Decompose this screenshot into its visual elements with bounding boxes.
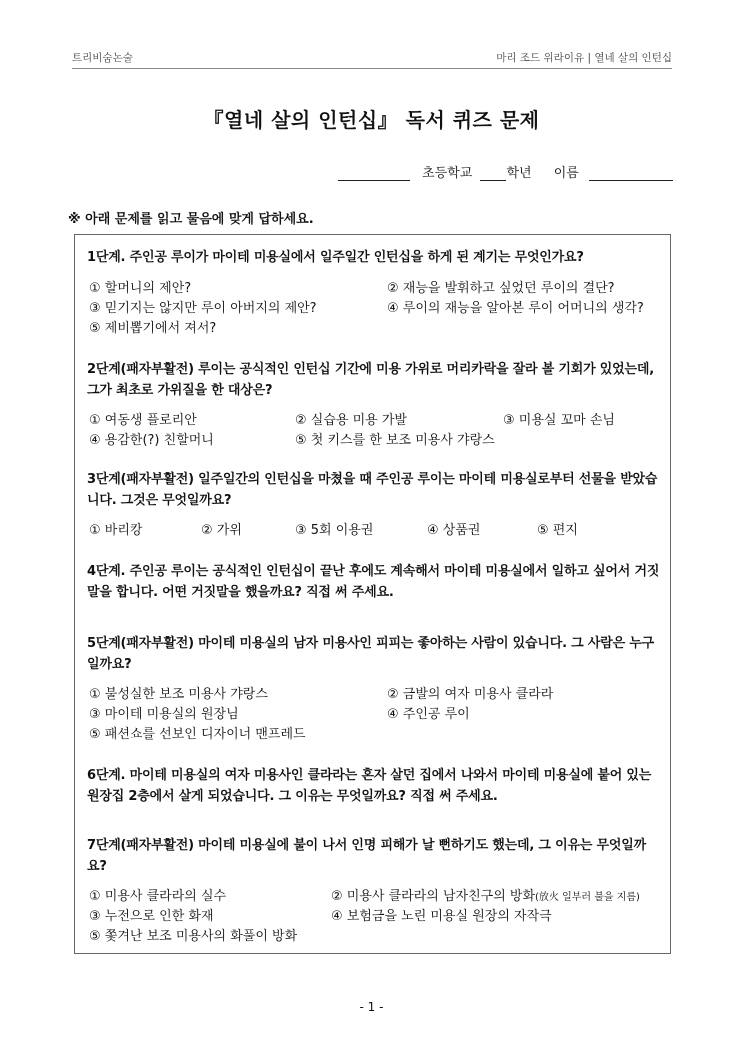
q1-option-1[interactable]: ① 할머니의 제안? <box>89 281 192 296</box>
q2-option-2[interactable]: ② 실습용 미용 가발 <box>295 413 407 428</box>
q7-option-4[interactable]: ④ 보험금을 노린 미용실 원장의 자작극 <box>331 909 552 924</box>
name-blank[interactable] <box>589 166 673 181</box>
q1-option-2[interactable]: ② 재능을 발휘하고 싶었던 루이의 결단? <box>387 281 615 296</box>
q5-option-5[interactable]: ⑤ 패션쇼를 선보인 디자이너 맨프레드 <box>89 727 306 742</box>
quiz-box <box>74 234 671 954</box>
header-publisher: 트리비숨논술 <box>72 52 133 64</box>
header-book-info: 마리 조드 위라이유 | 열네 살의 인턴십 <box>496 52 672 64</box>
question-5: 5단계(패자부활전) 마이테 미용실의 남자 미용사인 피피는 좋아하는 사람이 있습니다. 그 사람은 누구일까요? <box>87 636 654 672</box>
q2-option-4[interactable]: ④ 용감한(?) 친할머니 <box>89 433 214 448</box>
q3-option-2[interactable]: ② 가위 <box>201 523 242 538</box>
question-4: 4단계. 주인공 루이는 공식적인 인턴십이 끝난 후에도 계속해서 마이테 미용실에서 일하고 싶어서 거짓말을 합니다. 어떤 거짓말을 했을까요? 직접 써 주세요. <box>87 564 660 600</box>
question-1: 1단계. 주인공 루이가 마이테 미용실에서 일주일간 인턴십을 하게 된 계기는 무엇인가요? <box>87 250 584 265</box>
q7-option-3[interactable]: ③ 누전으로 인한 화재 <box>89 909 214 924</box>
page-header <box>72 50 672 69</box>
q5-option-2[interactable]: ② 금발의 여자 미용사 클라라 <box>387 687 554 702</box>
name-label: 이름 <box>553 166 579 181</box>
q7-option-2[interactable] <box>331 887 640 908</box>
q7-option-1[interactable]: ① 미용사 클라라의 실수 <box>89 889 227 904</box>
q3-option-3[interactable]: ③ 5회 이용권 <box>295 523 374 538</box>
q7-option-2-note: (放火 일부러 불을 지름) <box>535 892 640 903</box>
q2-option-5[interactable]: ⑤ 첫 키스를 한 보조 미용사 갸랑스 <box>295 433 495 448</box>
q3-option-4[interactable]: ④ 상품권 <box>427 523 481 538</box>
q1-option-4[interactable]: ④ 루이의 재능을 알아본 루이 어머니의 생각? <box>387 301 644 316</box>
q2-option-3[interactable]: ③ 미용실 꼬마 손님 <box>503 413 615 428</box>
q5-option-1[interactable]: ① 불성실한 보조 미용사 갸랑스 <box>89 687 268 702</box>
q2-option-1[interactable]: ① 여동생 플로리안 <box>89 413 197 428</box>
q7-option-5[interactable]: ⑤ 쫓겨난 보조 미용사의 화풀이 방화 <box>89 929 298 944</box>
q1-option-5[interactable]: ⑤ 제비뽑기에서 져서? <box>89 321 217 336</box>
q7-option-2-text: ② 미용사 클라라의 남자친구의 방화 <box>331 889 535 904</box>
page-number: - 1 - <box>359 1000 384 1014</box>
question-2: 2단계(패자부활전) 루이는 공식적인 인턴십 기간에 미용 가위로 머리카락을 잘라 볼 기회가 있었는데, 그가 최초로 가위질을 한 대상은? <box>87 362 654 398</box>
q3-option-5[interactable]: ⑤ 편지 <box>537 523 578 538</box>
q5-option-4[interactable]: ④ 주인공 루이 <box>387 707 470 722</box>
question-3: 3단계(패자부활전) 일주일간의 인턴십을 마쳤을 때 주인공 루이는 마이테 미용실로부터 선물을 받았습니다. 그것은 무엇일까요? <box>87 472 658 508</box>
grade-label: 학년 <box>506 166 532 181</box>
school-blank[interactable] <box>338 166 410 181</box>
grade-blank[interactable] <box>480 166 506 181</box>
q3-option-1[interactable]: ① 바리캉 <box>89 523 143 538</box>
question-6: 6단계. 마이테 미용실의 여자 미용사인 클라라는 혼자 살던 집에서 나와서 마이테 미용실에 붙어 있는 원장집 2층에서 살게 되었습니다. 그 이유는 무엇일까요? 직접 써 주세요. <box>87 768 652 804</box>
page-title: 『열네 살의 인턴십』 독서 퀴즈 문제 <box>203 108 540 132</box>
question-7: 7단계(패자부활전) 마이테 미용실에 불이 나서 인명 피해가 날 뻔하기도 했는데, 그 이유는 무엇일까요? <box>87 838 646 874</box>
q5-option-3[interactable]: ③ 마이테 미용실의 원장님 <box>89 707 239 722</box>
instruction-text: ※ 아래 문제를 읽고 물음에 맞게 답하세요. <box>68 212 314 227</box>
q1-option-3[interactable]: ③ 믿기지는 않지만 루이 아버지의 제안? <box>89 301 317 316</box>
school-label: 초등학교 <box>422 166 473 181</box>
student-info <box>338 162 673 181</box>
